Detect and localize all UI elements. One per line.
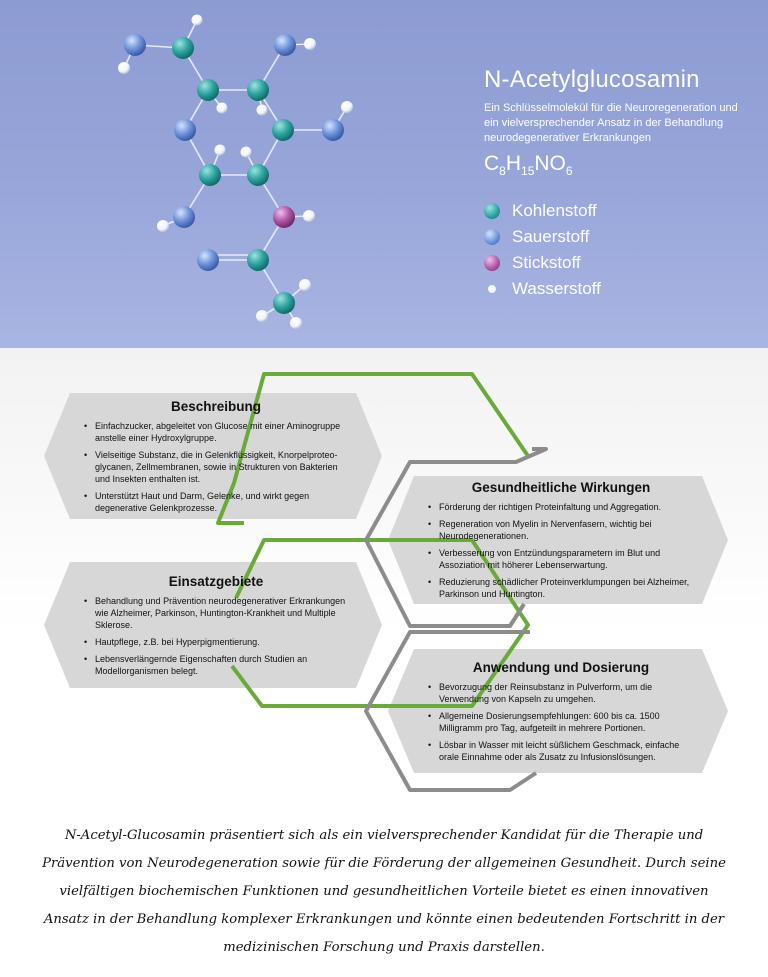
- card-list: [428, 501, 694, 600]
- list-item: • Bevorzugung der Reinsubstanz in Pulverform, um die Verwendung von Kapseln zu umgehen.: [428, 681, 694, 705]
- list-item: • Regeneration von Myelin in Nervenfasern, wichtig bei Neurodegenerationen.: [428, 518, 694, 542]
- list-item: • Reduzierung schädlicher Proteinverklumpungen bei Alzheimer, Parkinson und Huntington.: [428, 576, 694, 600]
- list-item: • Vielseitige Substanz, die in Gelenkflüssigkeit, Knorpelproteo-glycanen, Zellmembranen, sowie in Strukturen von Bakterien und Insekten enthalten ist.: [84, 449, 348, 485]
- card-title: Gesundheitliche Wirkungen: [471, 480, 651, 495]
- card-beschreibung: [44, 393, 382, 519]
- card-title: Anwendung und Dosierung: [472, 659, 650, 675]
- list-item: • Allgemeine Dosierungsempfehlungen: 600 bis ca. 1500 Milligramm pro Tag, aufgeteilt in mehrere Portionen.: [428, 710, 694, 734]
- legend-label: Wasserstoff: [512, 279, 601, 298]
- card-title: Einsatzgebiete: [168, 573, 264, 589]
- legend-label: Stickstoff: [512, 253, 581, 272]
- list-item: • Verbesserung von Entzündungsparametern im Blut und Assoziation mit höherer Lebenserwartung.: [428, 547, 694, 571]
- card-anwendung-und-dosierung: [388, 649, 728, 773]
- legend-label: Kohlenstoff: [512, 201, 597, 220]
- list-item: • Lösbar in Wasser mit leicht süßlichem Geschmack, einfache orale Einnahme oder als Zusatz zu Infusionslösungen.: [428, 739, 694, 763]
- page-subtitle: Ein Schlüsselmolekül für die Neuroregeneration und ein vielversprechender Ansatz in der Behandlung neurodegenerativer Erkrankungen: [484, 102, 738, 144]
- card-list: [428, 681, 694, 763]
- chemical-formula: $C_8H_{15}NO_6$: [484, 152, 573, 179]
- card-einsatzgebiete: [44, 562, 382, 688]
- card-list: [84, 420, 348, 514]
- card-list: [84, 595, 348, 677]
- list-item: • Lebensverlängernde Eigenschaften durch Studien an Modellorganismen belegt.: [84, 653, 348, 677]
- list-item: • Einfachzucker, abgeleitet von Glucose mit einer Aminogruppe anstelle einer Hydroxylgruppe.: [84, 420, 348, 444]
- card-title: Beschreibung: [170, 398, 262, 414]
- page-title: N-Acetylglucosamin: [484, 66, 700, 93]
- list-item: • Unterstützt Haut und Darm, Gelenke, und wirkt gegen degenerative Gelenkprozesse.: [84, 490, 348, 514]
- list-item: • Hautpflege, z.B. bei Hyperpigmentierung.: [84, 636, 348, 648]
- card-gesundheitliche-wirkungen: [388, 476, 728, 604]
- legend-label: Sauerstoff: [512, 227, 590, 246]
- conclusion-text: N-Acetyl-Glucosamin präsentiert sich als ein vielversprechender Kandidat für die Therapie und Prävention von Neurodegeneration sowie für die Förderung der allgemeinen Gesundheit. Durch seine vielfältigen biochemischen Funktionen und gesundheitlichen Vorteile bietet es einen innovativen Ansatz in der Behandlung komplexer Erkrankungen und könnte einen bedeutenden Fortschritt in der medizinischen Forschung und Praxis darstellen.: [42, 828, 726, 955]
- list-item: • Förderung der richtigen Proteinfaltung und Aggregation.: [428, 501, 694, 513]
- list-item: • Behandlung und Prävention neurodegenerativer Erkrankungen wie Alzheimer, Parkinson, Huntington-Krankheit und Multiple Sklerose.: [84, 595, 348, 631]
